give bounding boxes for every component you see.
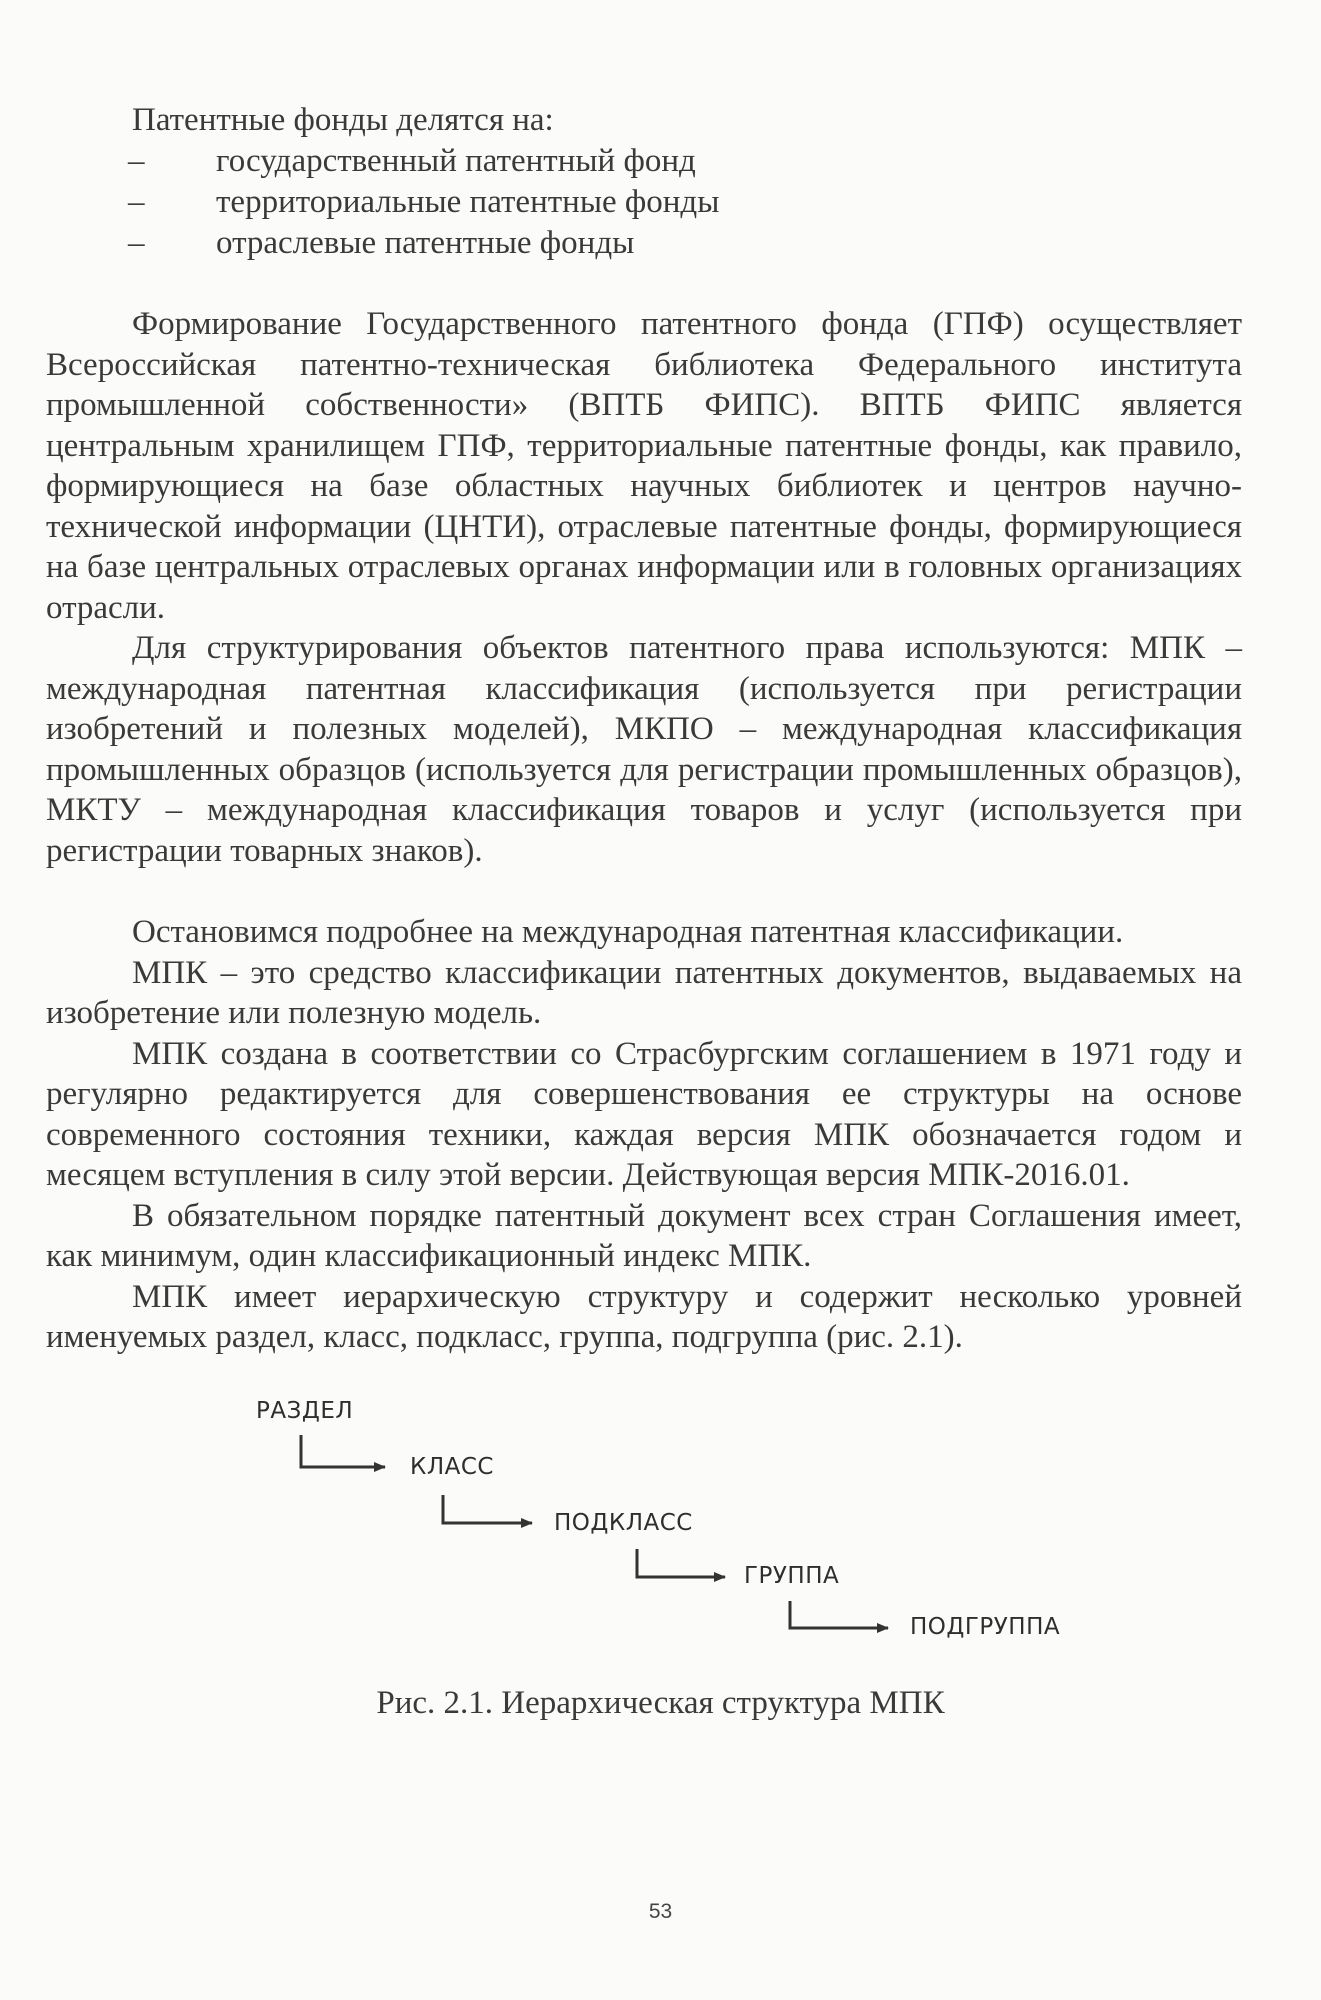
intro-line: Патентные фонды делятся на:: [132, 102, 554, 138]
list-item: – государственный патентный фонд: [46, 141, 1242, 182]
level-gruppa: ГРУППА: [744, 1563, 840, 1589]
fund-types-list: [46, 141, 1242, 264]
hierarchy-diagram: [0, 1390, 1321, 1650]
arrow-klass-to-podklass: [443, 1495, 532, 1523]
paragraph-ipc-mandatory: В обязательном порядке патентный документ всех стран Соглашения имеет, как минимум, один классификационный индекс МПК.: [46, 1197, 1242, 1274]
list-dash: –: [128, 225, 145, 261]
paragraph-gpf: Формирование Государственного патентного фонда (ГПФ) осуществляет Всероссийская патентно-техническая библиотека Федерального института промышленной собственности» (ВПТБ ФИПС). ВПТБ ФИПС является центральным хранилищем ГПФ, территориальные патентные фонды, как правило, формирующиеся на базе областных научных библиотек и центров научно-технической информации (ЦНТИ), отраслевые патентные фонды, формирующиеся на базе центральных отраслевых органах информации или в головных организациях отрасли.: [46, 306, 1242, 626]
level-klass: КЛАСС: [410, 1454, 494, 1480]
list-item: – отраслевые патентные фонды: [46, 223, 1242, 264]
level-podklass: ПОДКЛАСС: [554, 1510, 693, 1536]
list-dash: –: [128, 184, 145, 220]
list-dash: –: [128, 143, 145, 179]
arrow-gruppa-to-podgruppa: [790, 1601, 888, 1628]
paragraph-ipc-definition: МПК – это средство классификации патентных документов, выдаваемых на изобретение или полезную модель.: [46, 954, 1242, 1031]
level-razdel: РАЗДЕЛ: [256, 1398, 354, 1424]
paragraph-ipc-intro: Остановимся подробнее на международная патентная классификации.: [132, 914, 1124, 950]
arrow-razdel-to-klass: [301, 1435, 385, 1467]
list-item: – территориальные патентные фонды: [46, 182, 1242, 223]
page-body: [46, 100, 1242, 1358]
page-number: 53: [648, 1900, 673, 1923]
paragraph-classifications: Для структурирования объектов патентного права используются: МПК – международная патентная классификация (используется при регистрации изобретений и полезных моделей), МКПО – международная классификация промышленных образцов (используется для регистрации промышленных образцов), МКТУ – международная классификация товаров и услуг (используется при регистрации товарных знаков).: [46, 630, 1242, 869]
figure-caption: Рис. 2.1. Иерархическая структура МПК: [376, 1685, 945, 1721]
paragraph-ipc-hierarchy: МПК имеет иерархическую структуру и содержит несколько уровней именуемых раздел, класс, подкласс, группа, подгруппа (рис. 2.1).: [46, 1278, 1242, 1355]
level-podgruppa: ПОДГРУППА: [910, 1614, 1061, 1640]
paragraph-ipc-history: МПК создана в соответствии со Страсбургским соглашением в 1971 году и регулярно редактируется для совершенствования ее структуры на основе современного состояния техники, каждая версия МПК обозначается годом и месяцем вступления в силу этой версии. Действующая версия МПК-2016.01.: [46, 1035, 1242, 1193]
arrow-podklass-to-gruppa: [637, 1549, 725, 1577]
